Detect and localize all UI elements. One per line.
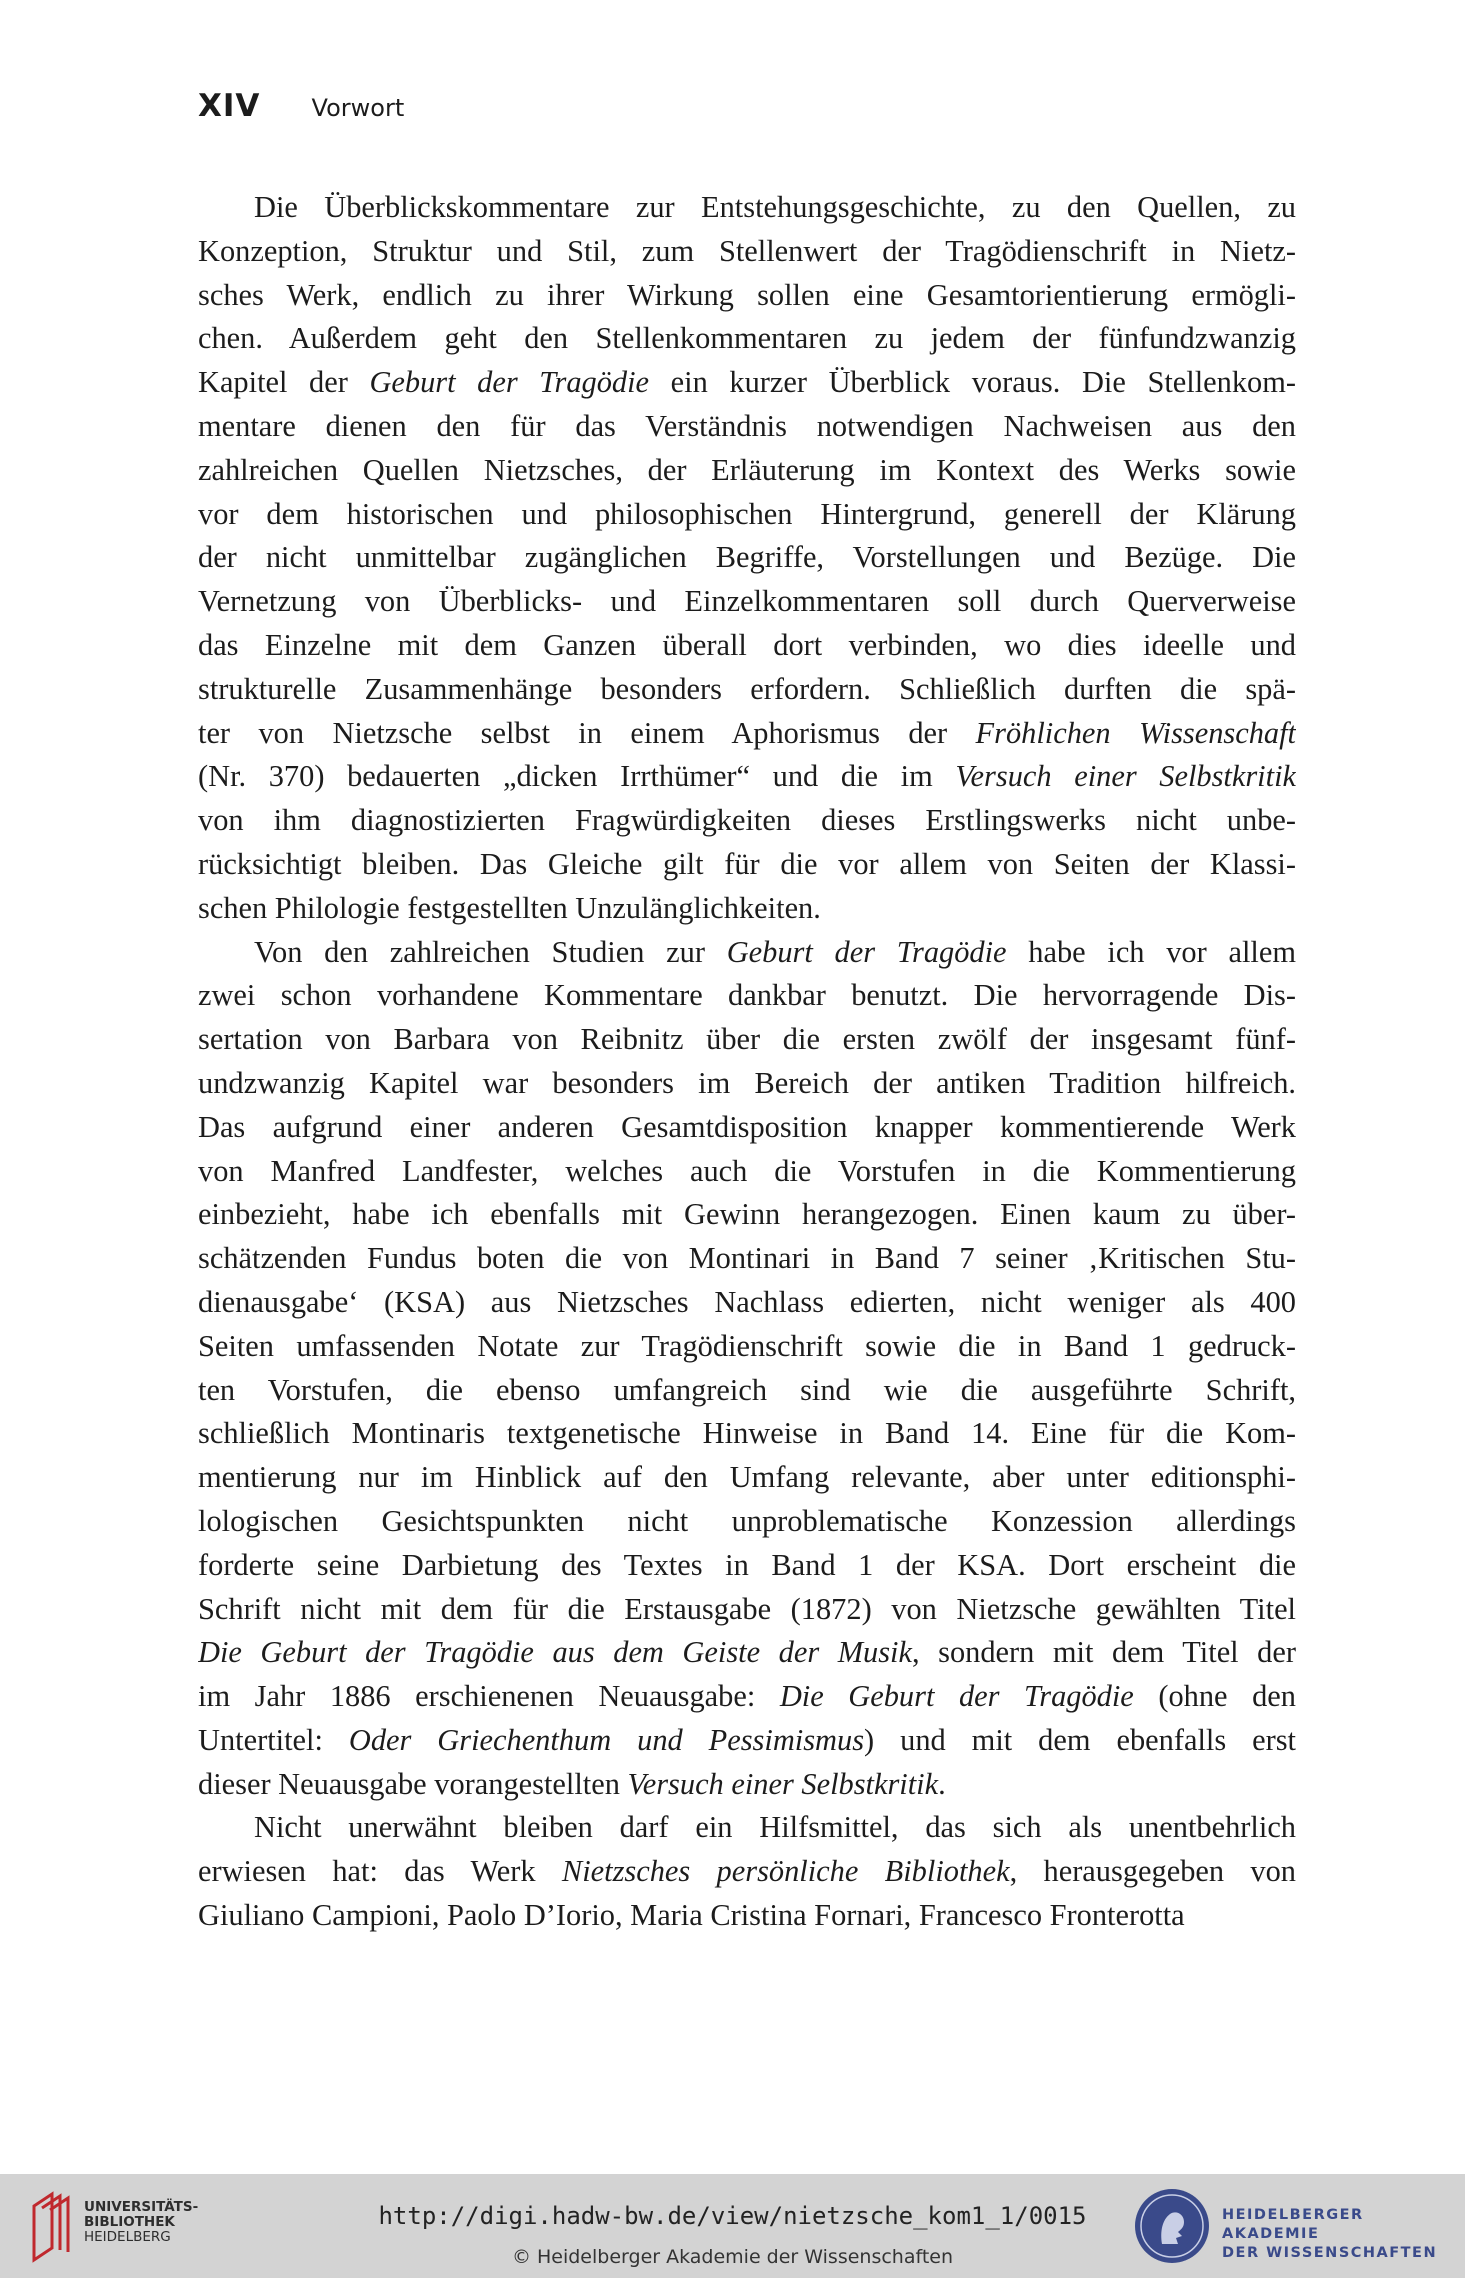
italic-title: Oder Griechenthum und Pessimismus xyxy=(348,1722,865,1757)
text-run: Nicht unerwähnt bleiben darf ein Hilfsmittel, das sich als unentbehrlich xyxy=(254,1810,1296,1845)
academy-name xyxy=(1222,2206,1465,2263)
academy-line-2: DER WISSENSCHAFTEN xyxy=(1222,2245,1438,2261)
footer-url-link[interactable]: http://digi.hadw-bw.de/view/nietzsche_kom1_1/0015 xyxy=(378,2202,1087,2230)
text-line xyxy=(198,317,1296,361)
italic-title: Geburt der Tragödie xyxy=(369,365,650,400)
text-run: schließlich Montinaris textgenetische Hinweise in Band 14. Eine für die Kom- xyxy=(198,1416,1296,1451)
text-run: erwiesen hat: das Werk xyxy=(198,1854,562,1889)
body-text xyxy=(198,186,1296,1938)
text-line xyxy=(198,974,1296,1018)
text-run: im Jahr 1886 erschienenen Neuausgabe: xyxy=(198,1679,780,1714)
text-run: zwei schon vorhandene Kommentare dankbar benutzt. Die hervorragende Dis- xyxy=(198,978,1296,1013)
text-line xyxy=(198,1018,1296,1062)
text-line xyxy=(198,1719,1296,1763)
page-header xyxy=(198,88,404,124)
text-line xyxy=(198,274,1296,318)
text-run: habe ich vor allem xyxy=(1006,934,1296,969)
text-line xyxy=(198,1237,1296,1281)
text-run: von ihm diagnostizierten Fragwürdigkeiten dieses Erstlingswerks nicht unbe- xyxy=(198,803,1296,838)
text-line xyxy=(198,186,1296,230)
text-line xyxy=(198,580,1296,624)
text-run: strukturelle Zusammenhänge besonders erfordern. Schließlich durften die spä- xyxy=(198,671,1296,706)
text-run: Untertitel: xyxy=(198,1722,349,1757)
text-line xyxy=(198,536,1296,580)
page-number: XIV xyxy=(198,88,261,124)
italic-title: Versuch einer Selbstkritik xyxy=(955,759,1296,794)
text-run: (ohne den xyxy=(1133,1679,1296,1714)
italic-title: Die Geburt der Tragödie xyxy=(779,1679,1134,1714)
text-run: Giuliano Campioni, Paolo D’Iorio, Maria Cristina Fornari, Francesco Fronterotta xyxy=(198,1898,1185,1933)
text-run: Die Überblickskommentare zur Entstehungsgeschichte, zu den Quellen, zu xyxy=(254,190,1296,224)
text-line xyxy=(198,1631,1296,1675)
text-line xyxy=(198,668,1296,712)
text-run: Kapitel der xyxy=(198,365,370,400)
text-line xyxy=(198,230,1296,274)
text-line xyxy=(198,361,1296,405)
text-run: ter von Nietzsche selbst in einem Aphorismus der xyxy=(198,715,976,750)
text-run: schätzenden Fundus boten die von Montinari in Band 7 seiner ‚Kritischen Stu- xyxy=(198,1241,1296,1276)
text-line xyxy=(198,1150,1296,1194)
ub-line-2: BIBLIOTHEK xyxy=(84,2214,175,2230)
text-line xyxy=(198,1850,1296,1894)
text-run: ) und mit dem ebenfalls erst xyxy=(864,1722,1296,1757)
text-run: schen Philologie festgestellten Unzulänglichkeiten. xyxy=(198,890,821,925)
text-run: von Manfred Landfester, welches auch die Vorstufen in die Kommentierung xyxy=(198,1153,1296,1188)
text-line xyxy=(198,1193,1296,1237)
text-run: sches Werk, endlich zu ihrer Wirkung sollen eine Gesamtorientierung ermögli- xyxy=(198,277,1296,312)
text-run: mentierung nur im Hinblick auf den Umfang relevante, aber unter editionsphi- xyxy=(198,1460,1296,1495)
text-run: Das aufgrund einer anderen Gesamtdisposition knapper kommentierende Werk xyxy=(198,1109,1296,1144)
text-line xyxy=(198,755,1296,799)
running-title: Vorwort xyxy=(311,94,405,122)
text-line xyxy=(198,799,1296,843)
text-run: dieser Neuausgabe vorangestellten xyxy=(198,1766,628,1801)
text-line xyxy=(198,624,1296,668)
text-line xyxy=(198,1894,1296,1938)
text-line xyxy=(198,1456,1296,1500)
text-line xyxy=(198,405,1296,449)
text-line xyxy=(198,843,1296,887)
text-line xyxy=(198,1325,1296,1369)
text-run: (Nr. 370) bedauerten „dicken Irrthümer“ und die im xyxy=(198,759,956,794)
text-run: vor dem historischen und philosophischen Hintergrund, generell der Klärung xyxy=(198,496,1296,531)
italic-title: Versuch einer Selbstkritik xyxy=(627,1766,939,1801)
text-run: Seiten umfassenden Notate zur Tragödienschrift sowie die in Band 1 gedruck- xyxy=(198,1328,1296,1363)
text-line xyxy=(198,449,1296,493)
text-line xyxy=(198,1588,1296,1632)
text-run: rücksichtigt bleiben. Das Gleiche gilt für die vor allem von Seiten der Klassi- xyxy=(198,846,1296,881)
ub-line-1: UNIVERSITÄTS- xyxy=(84,2199,199,2215)
text-run: , herausgegeben von xyxy=(1009,1854,1296,1889)
text-run: der nicht unmittelbar zugänglichen Begriffe, Vorstellungen und Bezüge. Die xyxy=(198,540,1296,575)
italic-title: Nietzsches persönliche Bibliothek xyxy=(561,1854,1010,1889)
text-line xyxy=(198,712,1296,756)
text-run: lologischen Gesichtspunkten nicht unproblematische Konzession allerdings xyxy=(198,1503,1296,1538)
text-line xyxy=(198,1763,1296,1807)
text-run: Von den zahlreichen Studien zur xyxy=(254,934,727,969)
text-line xyxy=(198,1544,1296,1588)
footer-bar xyxy=(0,2174,1465,2278)
text-run: undzwanzig Kapitel war besonders im Bereich der antiken Tradition hilfreich. xyxy=(198,1065,1296,1100)
ub-line-3: HEIDELBERG xyxy=(84,2229,171,2245)
text-run: sertation von Barbara von Reibnitz über die ersten zwölf der insgesamt fünf- xyxy=(198,1022,1296,1057)
text-run: . xyxy=(938,1766,946,1801)
text-run: Vernetzung von Überblicks- und Einzelkommentaren soll durch Querverweise xyxy=(198,584,1296,619)
italic-title: Fröhlichen Wissenschaft xyxy=(975,715,1296,750)
text-run: Konzeption, Struktur und Stil, zum Stellenwert der Tragödienschrift in Nietz- xyxy=(198,233,1296,268)
text-line xyxy=(198,887,1296,931)
text-run: mentare dienen den für das Verständnis notwendigen Nachweisen aus den xyxy=(198,408,1296,443)
text-line xyxy=(198,931,1296,975)
text-run: forderte seine Darbietung des Textes in Band 1 der KSA. Dort erscheint die xyxy=(198,1547,1296,1582)
text-line xyxy=(198,1062,1296,1106)
text-run: Schrift nicht mit dem für die Erstausgabe (1872) von Nietzsche gewählten Titel xyxy=(198,1591,1296,1626)
text-line xyxy=(198,1281,1296,1325)
text-line xyxy=(198,493,1296,537)
text-run: chen. Außerdem geht den Stellenkommentaren zu jedem der fünfundzwanzig xyxy=(198,321,1296,356)
text-line xyxy=(198,1806,1296,1850)
text-run: einbezieht, habe ich ebenfalls mit Gewinn herangezogen. Einen kaum zu über- xyxy=(198,1197,1296,1232)
text-line xyxy=(198,1500,1296,1544)
text-run: ten Vorstufen, die ebenso umfangreich sind wie die ausgeführte Schrift, xyxy=(198,1372,1296,1407)
academy-line-1: HEIDELBERGER AKADEMIE xyxy=(1222,2207,1364,2242)
text-run: das Einzelne mit dem Ganzen überall dort verbinden, wo dies ideelle und xyxy=(198,627,1296,662)
text-run: zahlreichen Quellen Nietzsches, der Erläuterung im Kontext des Werks sowie xyxy=(198,452,1296,487)
text-line xyxy=(198,1675,1296,1719)
academy-seal-icon xyxy=(1132,2186,1212,2266)
footer-copyright: © Heidelberger Akademie der Wissenschaften xyxy=(511,2246,954,2268)
text-run: , sondern mit dem Titel der xyxy=(911,1635,1296,1670)
italic-title: Geburt der Tragödie xyxy=(726,934,1007,969)
italic-title: Die Geburt der Tragödie aus dem Geiste der Musik xyxy=(198,1635,912,1670)
text-line xyxy=(198,1412,1296,1456)
text-run: dienausgabe‘ (KSA) aus Nietzsches Nachlass edierten, nicht weniger als 400 xyxy=(198,1284,1296,1319)
text-line xyxy=(198,1369,1296,1413)
text-line xyxy=(198,1106,1296,1150)
text-run: ein kurzer Überblick voraus. Die Stellenkom- xyxy=(649,365,1296,400)
